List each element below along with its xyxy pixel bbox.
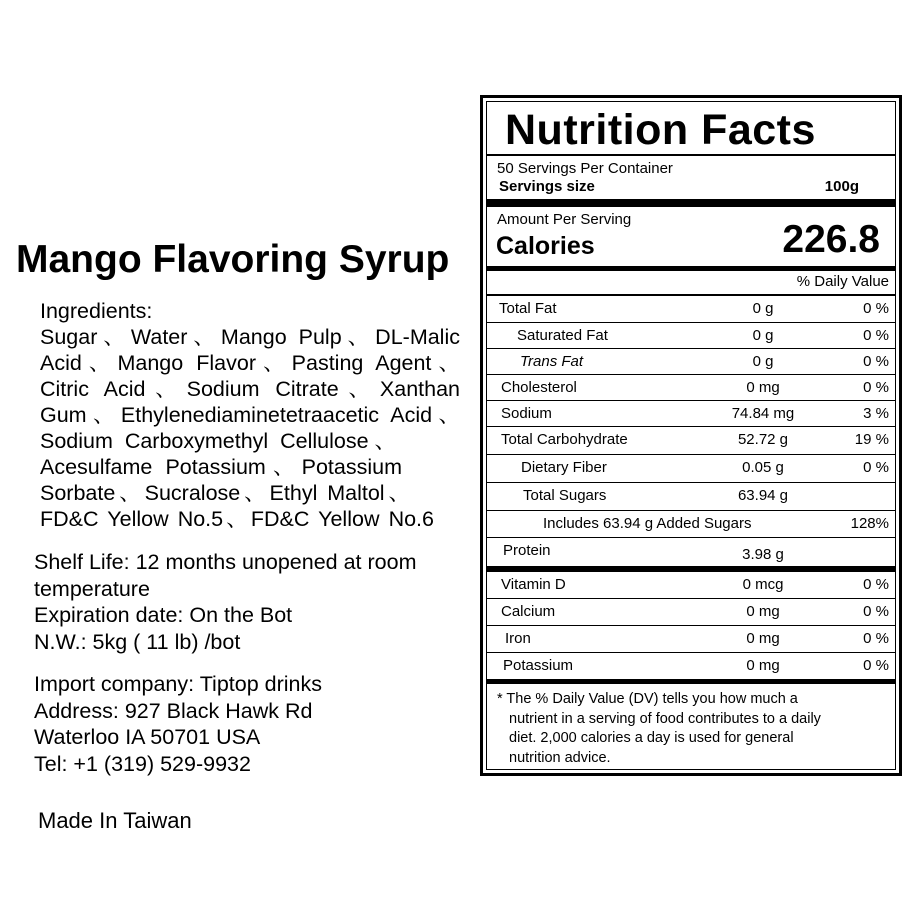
phone-line: Tel: +1 (319) 529-9932 xyxy=(34,751,251,776)
nutrient-label: Saturated Fat xyxy=(517,327,608,344)
footnote-line: diet. 2,000 calories a day is used for general xyxy=(509,730,794,746)
importer-line: Import company: Tiptop drinks xyxy=(34,672,322,696)
nutrient-label: Total Sugars xyxy=(523,487,607,504)
nutrient-amount: 3.98 g xyxy=(742,546,784,563)
made-in-label: Made In Taiwan xyxy=(38,808,192,833)
calories-value: 226.8 xyxy=(782,218,880,261)
nutrient-amount: 0 mg xyxy=(746,657,780,674)
medium-divider xyxy=(487,679,895,684)
nutrient-amount: 63.94 g xyxy=(737,487,789,504)
nutrient-row-total-fat xyxy=(487,296,895,322)
nutrient-daily-value: 0 % xyxy=(863,327,889,344)
nutrient-amount: 0 mg xyxy=(746,630,780,647)
nutrient-row-added-sugars xyxy=(487,510,895,538)
address-line: Address: 927 Black Hawk Rd xyxy=(34,698,313,723)
nutrient-label: Total Fat xyxy=(499,300,557,317)
nutrient-label: Iron xyxy=(505,630,531,647)
vitamin-row-vitamin-d xyxy=(487,572,895,598)
nutrient-daily-value: 0 % xyxy=(863,353,889,370)
nutrient-label: Protein xyxy=(503,542,551,559)
nutrient-daily-value: 128% xyxy=(850,515,889,532)
nutrient-daily-value: 3 % xyxy=(863,405,889,422)
nutrient-daily-value: 0 % xyxy=(863,300,889,317)
nutrient-label: Vitamin D xyxy=(501,576,566,593)
nutrition-facts-panel xyxy=(480,95,902,776)
nutrient-label: Potassium xyxy=(503,657,574,674)
nutrient-row-saturated-fat xyxy=(487,322,895,349)
nutrient-row-total-sugars xyxy=(487,482,895,511)
nutrient-label: Calcium xyxy=(501,603,556,620)
nutrient-row-dietary-fiber xyxy=(487,454,895,483)
nutrient-amount: 0 mg xyxy=(746,379,780,396)
serving-size-value: 100g xyxy=(824,178,859,195)
ingredients-line: Acid、Mango Flavor、Pasting Agent、 xyxy=(40,351,460,375)
shelf-life-line: Shelf Life: 12 months unopened at room xyxy=(34,550,417,574)
amount-per-serving: Amount Per Serving xyxy=(497,211,632,228)
nutrient-label: Cholesterol xyxy=(501,379,577,396)
nutrient-daily-value: 0 % xyxy=(863,603,889,620)
nutrient-amount: 0 mcg xyxy=(742,576,784,593)
divider xyxy=(487,154,895,156)
calories-label: Calories xyxy=(496,232,595,260)
ingredients-block xyxy=(40,298,460,532)
footnote-line: nutrient in a serving of food contributes to a daily xyxy=(509,710,821,727)
ingredients-line: Sorbate、Sucralose、Ethyl Maltol、 xyxy=(40,481,410,505)
nutrient-label: Total Carbohydrate xyxy=(501,431,628,448)
footnote-line: nutrition advice. xyxy=(509,749,611,766)
nutrient-row-total-carbohydrate xyxy=(487,426,895,455)
nutrient-amount: 0 mg xyxy=(746,603,780,620)
nutrition-facts-title: Nutrition Facts xyxy=(505,106,816,154)
nutrient-row-sodium xyxy=(487,400,895,427)
nutrition-facts-inner-border xyxy=(486,101,896,770)
nutrient-label: Dietary Fiber xyxy=(521,459,607,476)
ingredients-line: Gum、Ethylenediaminetetraacetic Acid、 xyxy=(40,403,460,427)
shelf-life-block xyxy=(34,549,416,655)
nutrient-amount: 74.84 mg xyxy=(731,405,795,422)
ingredients-line: Citric Acid、Sodium Citrate、Xanthan xyxy=(40,377,460,401)
ingredients-line: Sugar、Water、Mango Pulp、DL-Malic xyxy=(40,325,460,349)
importer-block xyxy=(34,671,322,777)
address-line: Waterloo IA 50701 USA xyxy=(34,725,261,749)
nutrient-daily-value: 0 % xyxy=(863,657,889,674)
nutrient-row-trans-fat xyxy=(487,348,895,375)
vitamin-row-calcium xyxy=(487,598,895,626)
medium-divider xyxy=(487,266,895,271)
nutrient-amount: 0 g xyxy=(752,327,774,344)
nutrient-label: Includes 63.94 g Added Sugars xyxy=(543,515,752,532)
daily-value-header: % Daily Value xyxy=(796,273,889,290)
nutrient-amount: 0 g xyxy=(752,300,774,317)
nutrient-daily-value: 0 % xyxy=(863,459,889,476)
nutrient-daily-value: 0 % xyxy=(863,576,889,593)
nutrient-daily-value: 19 % xyxy=(854,431,889,448)
nutrient-label: Sodium xyxy=(501,405,552,422)
servings-per-container: 50 Servings Per Container xyxy=(497,160,673,177)
nutrient-daily-value: 0 % xyxy=(863,379,889,396)
ingredients-line: Acesulfame Potassium、Potassium xyxy=(40,455,402,479)
thick-divider xyxy=(487,199,895,207)
nutrient-label: Trans Fat xyxy=(520,353,584,370)
nutrient-row-protein xyxy=(487,537,895,567)
ingredients-line: FD&C Yellow No.5、FD&C Yellow No.6 xyxy=(40,507,434,531)
daily-value-footnote xyxy=(497,690,887,768)
nutrient-row-cholesterol xyxy=(487,374,895,401)
footnote-line: * The % Daily Value (DV) tells you how much a xyxy=(497,691,798,707)
vitamin-row-iron xyxy=(487,625,895,653)
nutrient-amount: 0 g xyxy=(752,353,774,370)
serving-size-label: Servings size xyxy=(499,178,595,195)
ingredients-heading: Ingredients: xyxy=(40,299,153,323)
expiration-line: Expiration date: On the Bot xyxy=(34,603,293,627)
ingredients-line: Sodium Carboxymethyl Cellulose、 xyxy=(40,429,396,453)
net-weight-line: N.W.: 5kg ( 11 lb) /bot xyxy=(34,629,241,654)
nutrient-amount: 52.72 g xyxy=(737,431,789,448)
shelf-life-line: temperature xyxy=(34,576,150,601)
nutrient-daily-value: 0 % xyxy=(863,630,889,647)
product-title: Mango Flavoring Syrup xyxy=(16,238,450,281)
nutrient-amount: 0.05 g xyxy=(742,459,784,476)
vitamin-row-potassium xyxy=(487,652,895,680)
